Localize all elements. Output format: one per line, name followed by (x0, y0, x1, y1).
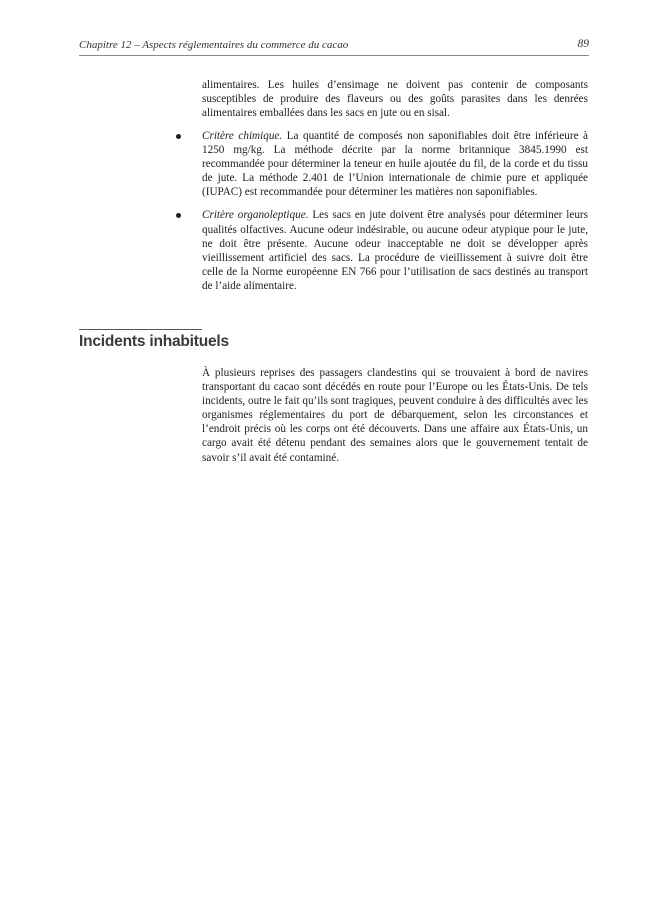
running-header (79, 37, 589, 56)
criterion-text: La quantité de composés non saponifiables doit être inférieure à 1250 mg/kg. La méthode décrite par la norme britannique 3845.1990 est recommandée pour déterminer la teneur en huile ajoutée du fil, de la corde et du tissu de jute. La méthode 2.401 de l’Union internationale de chimie pure et appliquée (IUPAC) est recommandée pour déterminer les matières non saponifiables. (202, 130, 588, 199)
criterion-term: Critère chimique. (202, 130, 283, 142)
chapter-title: Chapitre 12 – Aspects réglementaires du commerce du cacao (79, 39, 349, 51)
list-item (202, 129, 588, 199)
criteria-list (202, 129, 588, 302)
criterion-text: Les sacs en jute doivent être analysés pour déterminer leurs qualités olfactives. Aucune odeur indésirable, ou aucune odeur atypique pour le jute, ne doit être présente. Aucune odeur inacceptable ne doit se développer après vieillissement artificiel des sacs. La procédure de vieillissement à suivre doit être celle de la Norme européenne EN 766 pour l’utilisation de sacs destinés au transport de l’aide alimentaire. (202, 209, 588, 292)
section-title: Incidents inhabituels (79, 333, 229, 350)
section-paragraph: À plusieurs reprises des passagers clandestins qui se trouvaient à bord de navires transportant du cacao sont décédés en route pour l’Europe ou les États-Unis. De tels incidents, outre le fait qu’ils sont tragiques, peuvent conduire à des difficultés avec les organismes réglementaires du port de débarquement, selon les circonstances et l’endroit précis où les corps ont été découverts. Dans une affaire aux États-Unis, un cargo avait été détenu pendant des semaines alors que le gouvernement tentait de savoir s’il avait été contaminé. (202, 367, 588, 464)
continuation-paragraph: alimentaires. Les huiles d’ensimage ne doivent pas contenir de composants susceptibles de produire des flaveurs ou des goûts parasites dans les denrées alimentaires emballées dans les sacs en jute ou en sisal. (202, 79, 588, 120)
section-rule (79, 329, 202, 330)
bullet-icon (176, 213, 181, 218)
criterion-term: Critère organoleptique. (202, 209, 309, 222)
bullet-icon (176, 134, 181, 139)
list-item (202, 208, 588, 293)
page-number: 89 (577, 38, 589, 50)
